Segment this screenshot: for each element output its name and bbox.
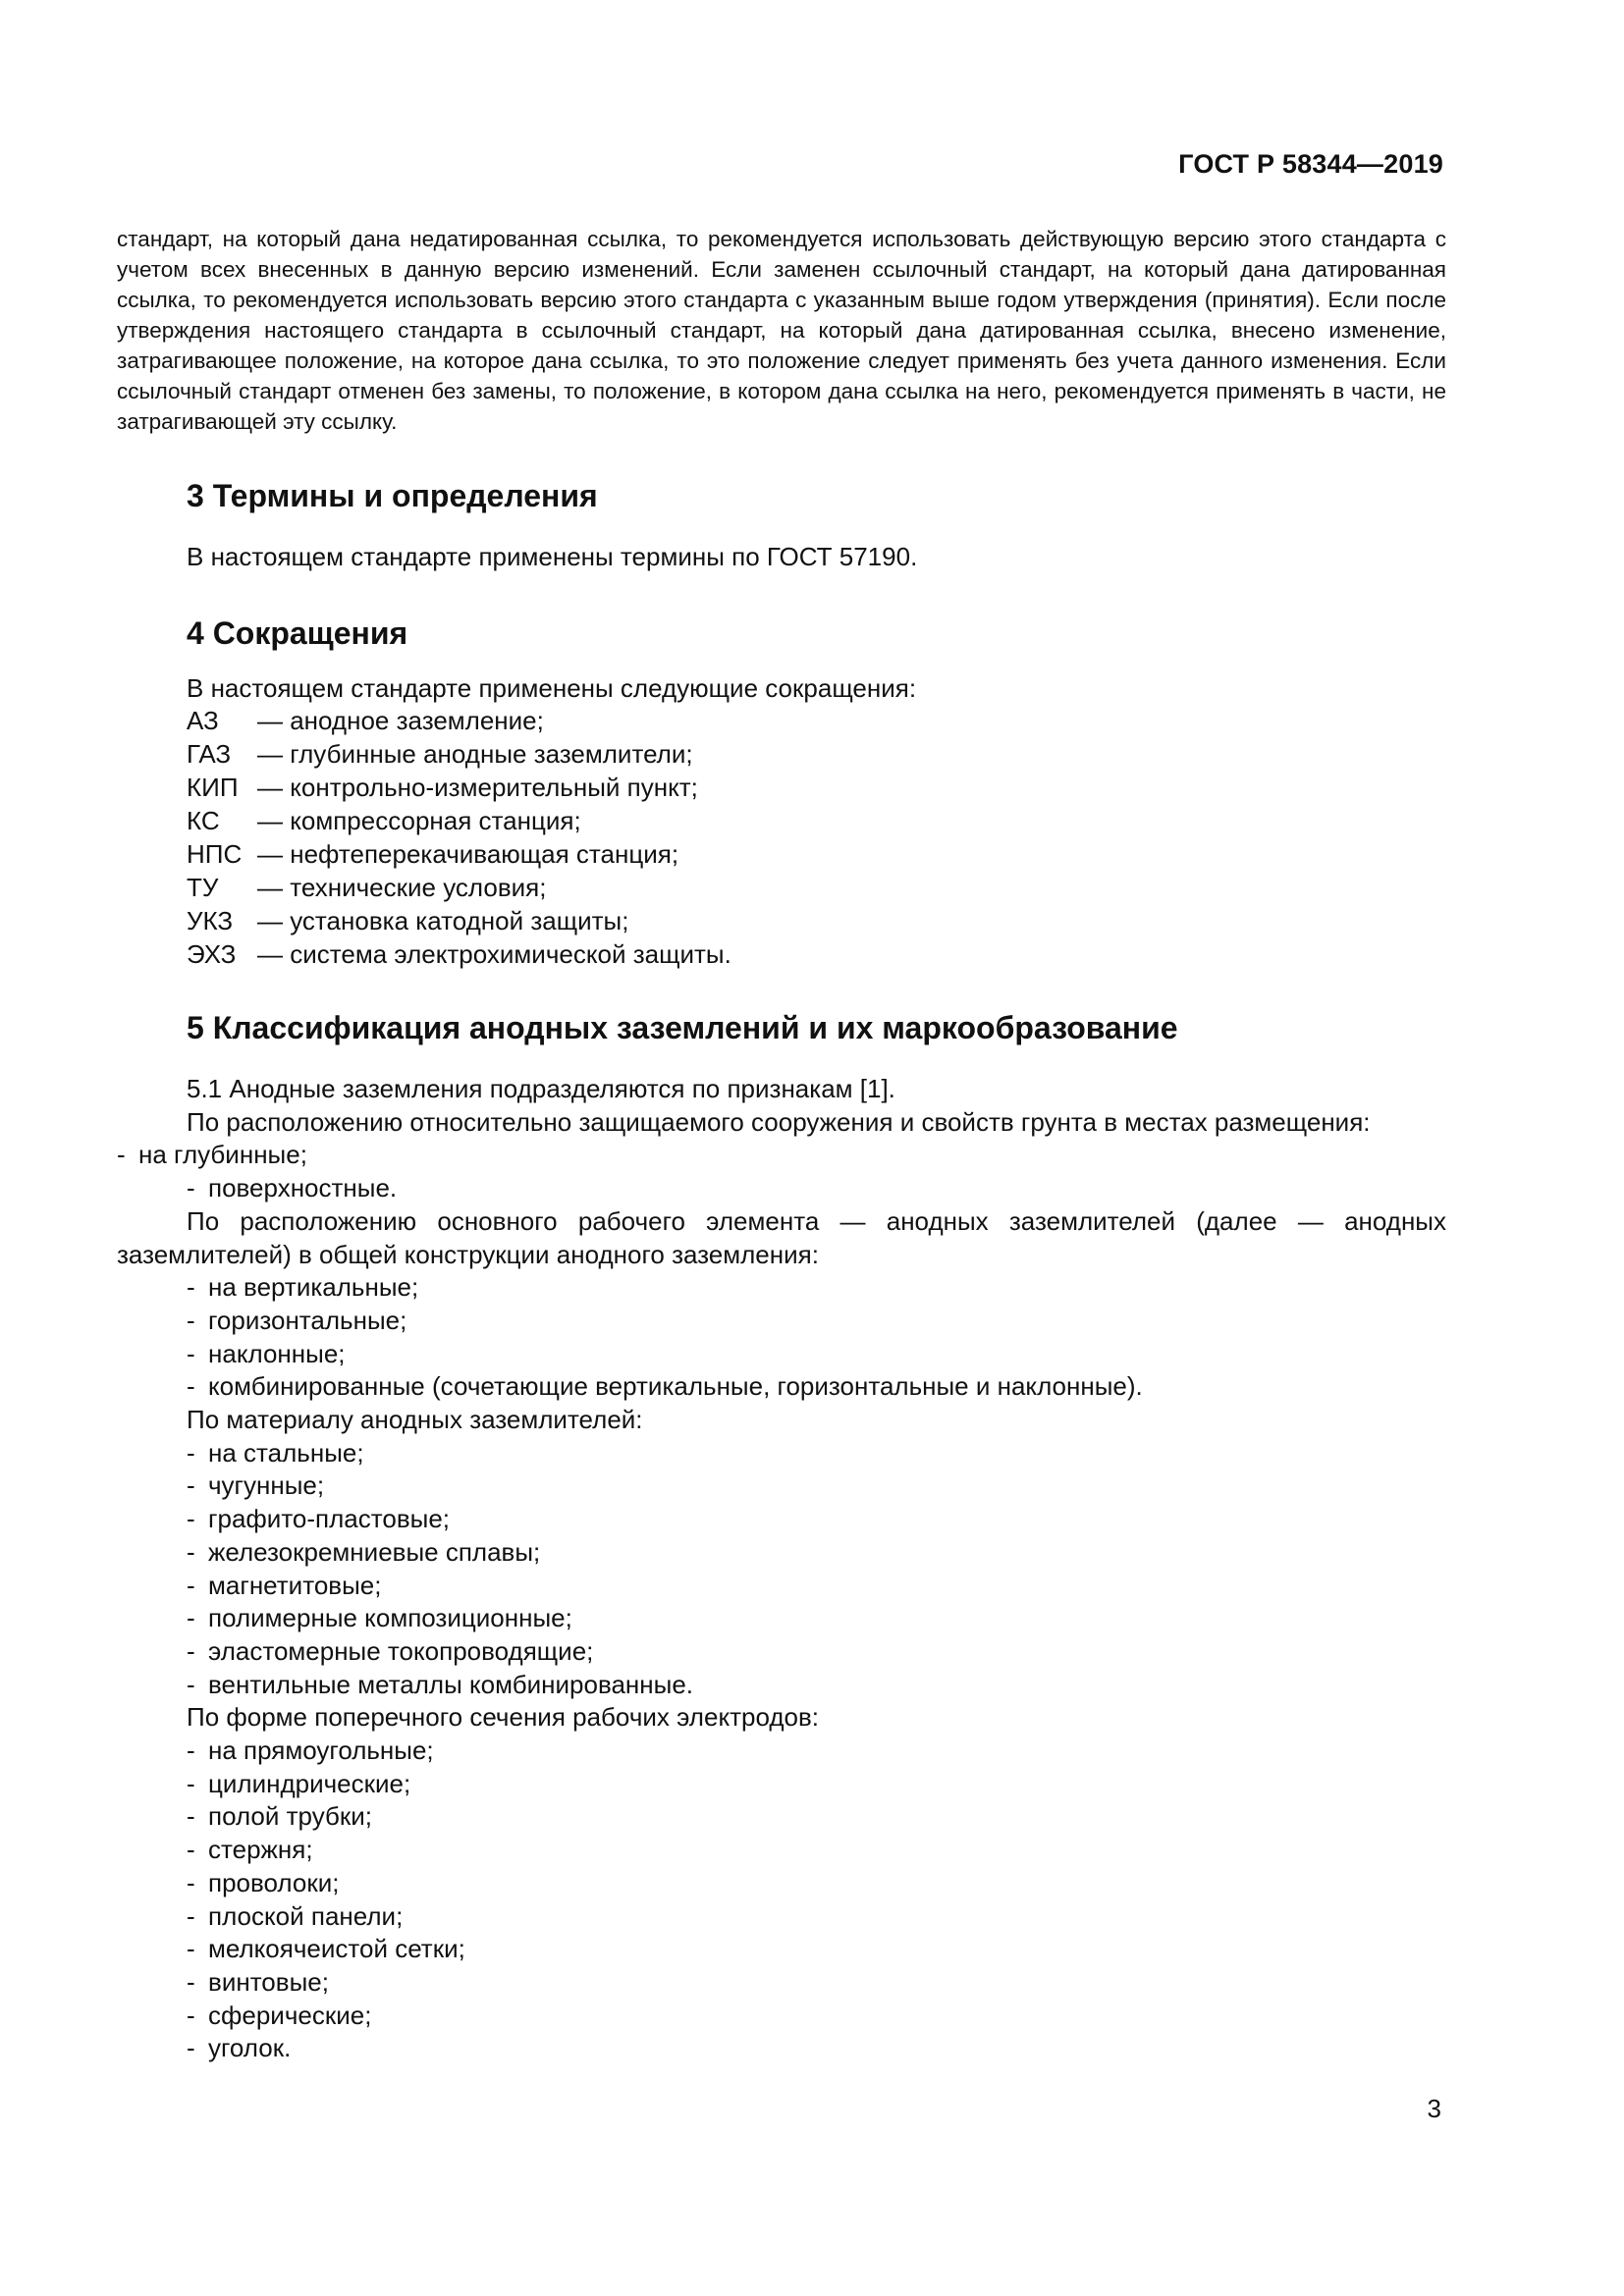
list-item: - полой трубки; bbox=[187, 1801, 373, 1832]
abbreviation-definition: — технические условия; bbox=[257, 873, 547, 902]
abbreviation-item bbox=[187, 904, 731, 937]
intro-paragraph: стандарт, на который дана недатированная ссылка, то рекомендуется использовать действующую версию этого стандарта с учетом всех внесенных в данную версию изменений. Если заменен ссылочный стандарт, на который дана датированная ссылка, то рекомендуется использовать версию этого стандарта с указанным выше годом утверждения (принятия). Если после утверждения настоящего стандарта в ссылочный стандарт, на который дана датированная ссылка, внесено изменение, затрагивающее положение, на которое дана ссылка, то это положение следует применять без учета данного изменения. Если ссылочный стандарт отменен без замены, то положение, в котором дана ссылка на него, рекомендуется применять в части, не затрагивающей эту ссылку. bbox=[117, 227, 1446, 434]
list-item: - графито-пластовые; bbox=[187, 1504, 451, 1534]
standard-code-header: ГОСТ Р 58344—2019 bbox=[1178, 149, 1443, 179]
abbreviation-term: ГАЗ bbox=[187, 739, 232, 769]
abbreviation-definition: — компрессорная станция; bbox=[257, 806, 581, 835]
abbreviation-list bbox=[187, 704, 731, 971]
section-3-title: 3 Термины и определения bbox=[187, 478, 598, 513]
list-item: - эластомерные токопроводящие; bbox=[187, 1635, 594, 1666]
location-criterion-intro: По расположению относительно защищаемого сооружения и свойств грунта в местах размещения: bbox=[187, 1106, 1371, 1137]
abbreviation-term: НПС bbox=[187, 839, 243, 869]
list-item: - горизонтальные; bbox=[187, 1305, 407, 1335]
element-criterion-intro: По расположению основного рабочего элемента — анодных заземлителей (далее — анодных заземлителей) в общей конструкции анодного заземления: bbox=[117, 1205, 1446, 1269]
abbreviation-definition: — нефтеперекачивающая станция; bbox=[257, 839, 679, 869]
abbreviation-item bbox=[187, 937, 731, 971]
list-item: - сферические; bbox=[187, 2000, 372, 2030]
list-item: - уголок. bbox=[187, 2033, 292, 2063]
section-4-title: 4 Сокращения bbox=[187, 615, 408, 651]
page-number: 3 bbox=[1427, 2094, 1441, 2123]
abbreviation-term: КС bbox=[187, 806, 220, 835]
abbreviation-definition: — установка катодной защиты; bbox=[257, 906, 629, 935]
abbreviation-item bbox=[187, 871, 731, 904]
list-item: - наклонные; bbox=[187, 1338, 346, 1368]
list-item: - мелкоячеистой сетки; bbox=[187, 1934, 465, 1964]
list-item: - на глубинные; bbox=[117, 1140, 307, 1170]
shape-criterion-intro: По форме поперечного сечения рабочих электродов: bbox=[187, 1702, 820, 1733]
list-item: - на вертикальные; bbox=[187, 1272, 419, 1303]
abbreviation-item bbox=[187, 804, 731, 837]
list-item: - цилиндрические; bbox=[187, 1768, 411, 1798]
list-item: - стержня; bbox=[187, 1835, 313, 1865]
list-item: - поверхностные. bbox=[187, 1173, 398, 1203]
section-5-body bbox=[117, 1073, 1446, 2065]
abbreviation-definition: — контрольно-измерительный пункт; bbox=[257, 773, 698, 802]
abbreviation-term: УКЗ bbox=[187, 906, 234, 935]
abbreviation-term: ЭХЗ bbox=[187, 939, 237, 969]
list-item: - проволоки; bbox=[187, 1867, 340, 1897]
abbreviation-item bbox=[187, 837, 731, 871]
abbreviation-term: ТУ bbox=[187, 873, 219, 902]
section-3-text: В настоящем стандарте применены термины по ГОСТ 57190. bbox=[187, 542, 918, 571]
section-5-title: 5 Классификация анодных заземлений и их маркообразование bbox=[187, 1010, 1178, 1045]
abbreviation-definition: — система электрохимической защиты. bbox=[257, 939, 731, 969]
abbreviation-term: АЗ bbox=[187, 706, 219, 735]
abbreviation-definition: — анодное заземление; bbox=[257, 706, 544, 735]
list-item: - полимерные композиционные; bbox=[187, 1603, 572, 1633]
section-4-intro: В настоящем стандарте применены следующие сокращения: bbox=[187, 673, 917, 703]
list-item: - на стальные; bbox=[187, 1437, 364, 1468]
list-item: - вентильные металлы комбинированные. bbox=[187, 1669, 694, 1699]
list-item: - чугунные; bbox=[187, 1470, 325, 1501]
abbreviation-item bbox=[187, 704, 731, 737]
abbreviation-definition: — глубинные анодные заземлители; bbox=[257, 739, 693, 769]
material-criterion-intro: По материалу анодных заземлителей: bbox=[187, 1405, 643, 1435]
list-item: - винтовые; bbox=[187, 1966, 329, 1997]
list-item: - комбинированные (сочетающие вертикальные, горизонтальные и наклонные). bbox=[187, 1371, 1143, 1402]
list-item: - плоской панели; bbox=[187, 1900, 404, 1931]
list-item: - железокремниевые сплавы; bbox=[187, 1536, 541, 1567]
abbreviation-item bbox=[187, 771, 731, 804]
clause-5-1: 5.1 Анодные заземления подразделяются по признакам [1]. bbox=[187, 1074, 895, 1103]
list-item: - магнетитовые; bbox=[187, 1570, 382, 1600]
abbreviation-item bbox=[187, 737, 731, 771]
abbreviation-term: КИП bbox=[187, 773, 239, 802]
list-item: - на прямоугольные; bbox=[187, 1735, 434, 1766]
